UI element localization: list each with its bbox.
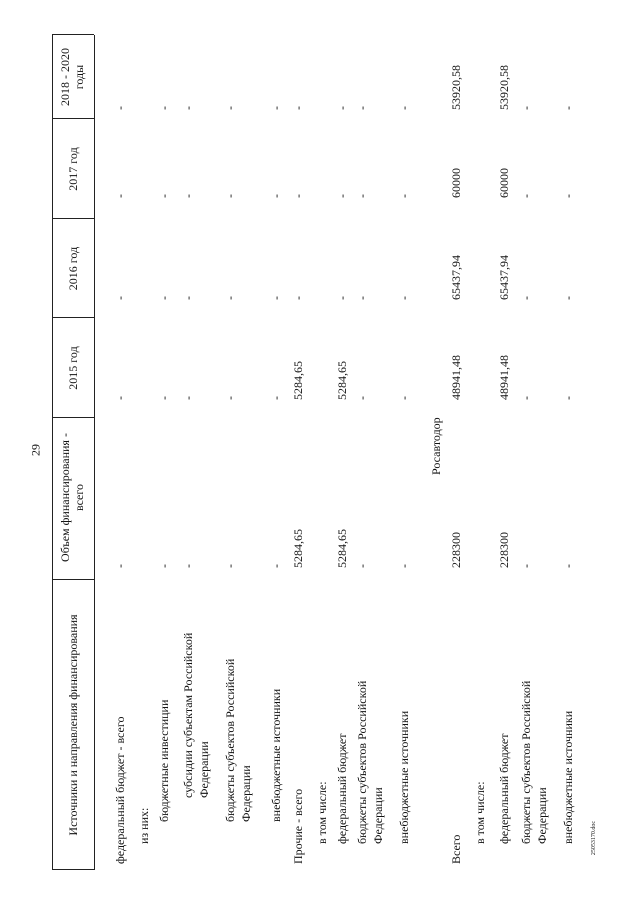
header-total-text: Объем финансирования - всего: [58, 433, 86, 562]
row-label: внебюджетные источники: [397, 710, 411, 844]
value-cell: -: [223, 106, 237, 110]
row-label: бюджеты субъектов Российской Федерации: [223, 658, 253, 822]
row-label: из них:: [137, 807, 151, 844]
value-cell: -: [355, 106, 369, 110]
row-label: федеральный бюджет - всего: [113, 716, 127, 864]
row-label: в том числе:: [315, 781, 329, 844]
value-cell: -: [113, 564, 127, 568]
value-cell: 53920,58: [497, 65, 511, 110]
value-cell: -: [291, 296, 305, 300]
value-cell: -: [181, 296, 195, 300]
value-cell: -: [519, 106, 533, 110]
header-2016: 2016 год: [66, 246, 80, 291]
value-cell: -: [157, 396, 171, 400]
row-label: Прочие - всего: [291, 788, 305, 864]
value-cell: -: [181, 564, 195, 568]
agency-heading: Росавтодор: [429, 417, 443, 475]
value-cell: 48941,48: [449, 355, 463, 400]
value-cell: -: [291, 106, 305, 110]
value-cell: -: [355, 296, 369, 300]
value-cell: -: [269, 106, 283, 110]
row-label: Всего: [449, 834, 463, 864]
row-label: федеральный бюджет: [335, 733, 349, 844]
financing-table: [52, 35, 592, 870]
row-label: бюджеты субъектов Российской Федерации: [519, 680, 549, 844]
value-cell: -: [157, 296, 171, 300]
value-cell: -: [397, 106, 411, 110]
value-cell: -: [113, 106, 127, 110]
value-cell: -: [335, 106, 349, 110]
value-cell: 60000: [497, 168, 511, 198]
value-cell: -: [519, 296, 533, 300]
value-cell: -: [561, 396, 575, 400]
value-cell: -: [269, 296, 283, 300]
value-cell: -: [397, 396, 411, 400]
value-cell: -: [561, 296, 575, 300]
value-cell: -: [181, 106, 195, 110]
value-cell: -: [397, 564, 411, 568]
value-cell: 5284,65: [291, 529, 305, 568]
row-label: внебюджетные источники: [269, 688, 283, 822]
value-cell: -: [291, 194, 305, 198]
value-cell: -: [181, 194, 195, 198]
value-cell: -: [157, 106, 171, 110]
header-2017: 2017 год: [66, 147, 80, 191]
value-cell: -: [223, 194, 237, 198]
value-cell: 228300: [497, 532, 511, 568]
header-2015: 2015 год: [66, 346, 80, 390]
value-cell: -: [355, 194, 369, 198]
value-cell: -: [157, 194, 171, 198]
value-cell: 5284,65: [335, 529, 349, 568]
value-cell: 60000: [449, 168, 463, 198]
value-cell: 228300: [449, 532, 463, 568]
value-cell: 48941,48: [497, 355, 511, 400]
value-cell: -: [561, 106, 575, 110]
value-cell: -: [269, 194, 283, 198]
value-cell: -: [223, 396, 237, 400]
row-label: бюджеты субъектов Российской Федерации: [355, 680, 385, 844]
row-label: внебюджетные источники: [561, 710, 575, 844]
value-cell: -: [269, 564, 283, 568]
value-cell: -: [519, 396, 533, 400]
row-label: федеральный бюджет: [497, 733, 511, 844]
value-cell: -: [335, 296, 349, 300]
value-cell: -: [561, 194, 575, 198]
header-2018-2020-text: 2018 - 2020 годы: [58, 48, 86, 106]
value-cell: -: [397, 194, 411, 198]
value-cell: -: [223, 296, 237, 300]
header-total: [58, 425, 86, 570]
row-label: в том числе:: [473, 781, 487, 844]
value-cell: -: [113, 396, 127, 400]
header-source: Источники и направления финансирования: [66, 614, 80, 836]
value-cell: -: [335, 194, 349, 198]
row-label: бюджетные инвестиции: [157, 699, 171, 822]
value-cell: -: [223, 564, 237, 568]
value-cell: -: [561, 564, 575, 568]
value-cell: 65437,94: [497, 255, 511, 300]
value-cell: -: [519, 194, 533, 198]
value-cell: -: [113, 194, 127, 198]
value-cell: -: [269, 396, 283, 400]
value-cell: 5284,65: [291, 361, 305, 400]
value-cell: -: [519, 564, 533, 568]
value-cell: 5284,65: [335, 361, 349, 400]
row-label: субсидии субъектам Российской Федерации: [181, 632, 211, 798]
header-2018-2020: [58, 44, 86, 110]
page-number: 29: [28, 444, 43, 456]
value-cell: -: [355, 564, 369, 568]
value-cell: -: [157, 564, 171, 568]
value-cell: -: [355, 396, 369, 400]
value-cell: -: [113, 296, 127, 300]
value-cell: -: [181, 396, 195, 400]
value-cell: -: [397, 296, 411, 300]
document-id: 25053170.doc: [591, 820, 597, 856]
value-cell: 53920,58: [449, 65, 463, 110]
value-cell: 65437,94: [449, 255, 463, 300]
